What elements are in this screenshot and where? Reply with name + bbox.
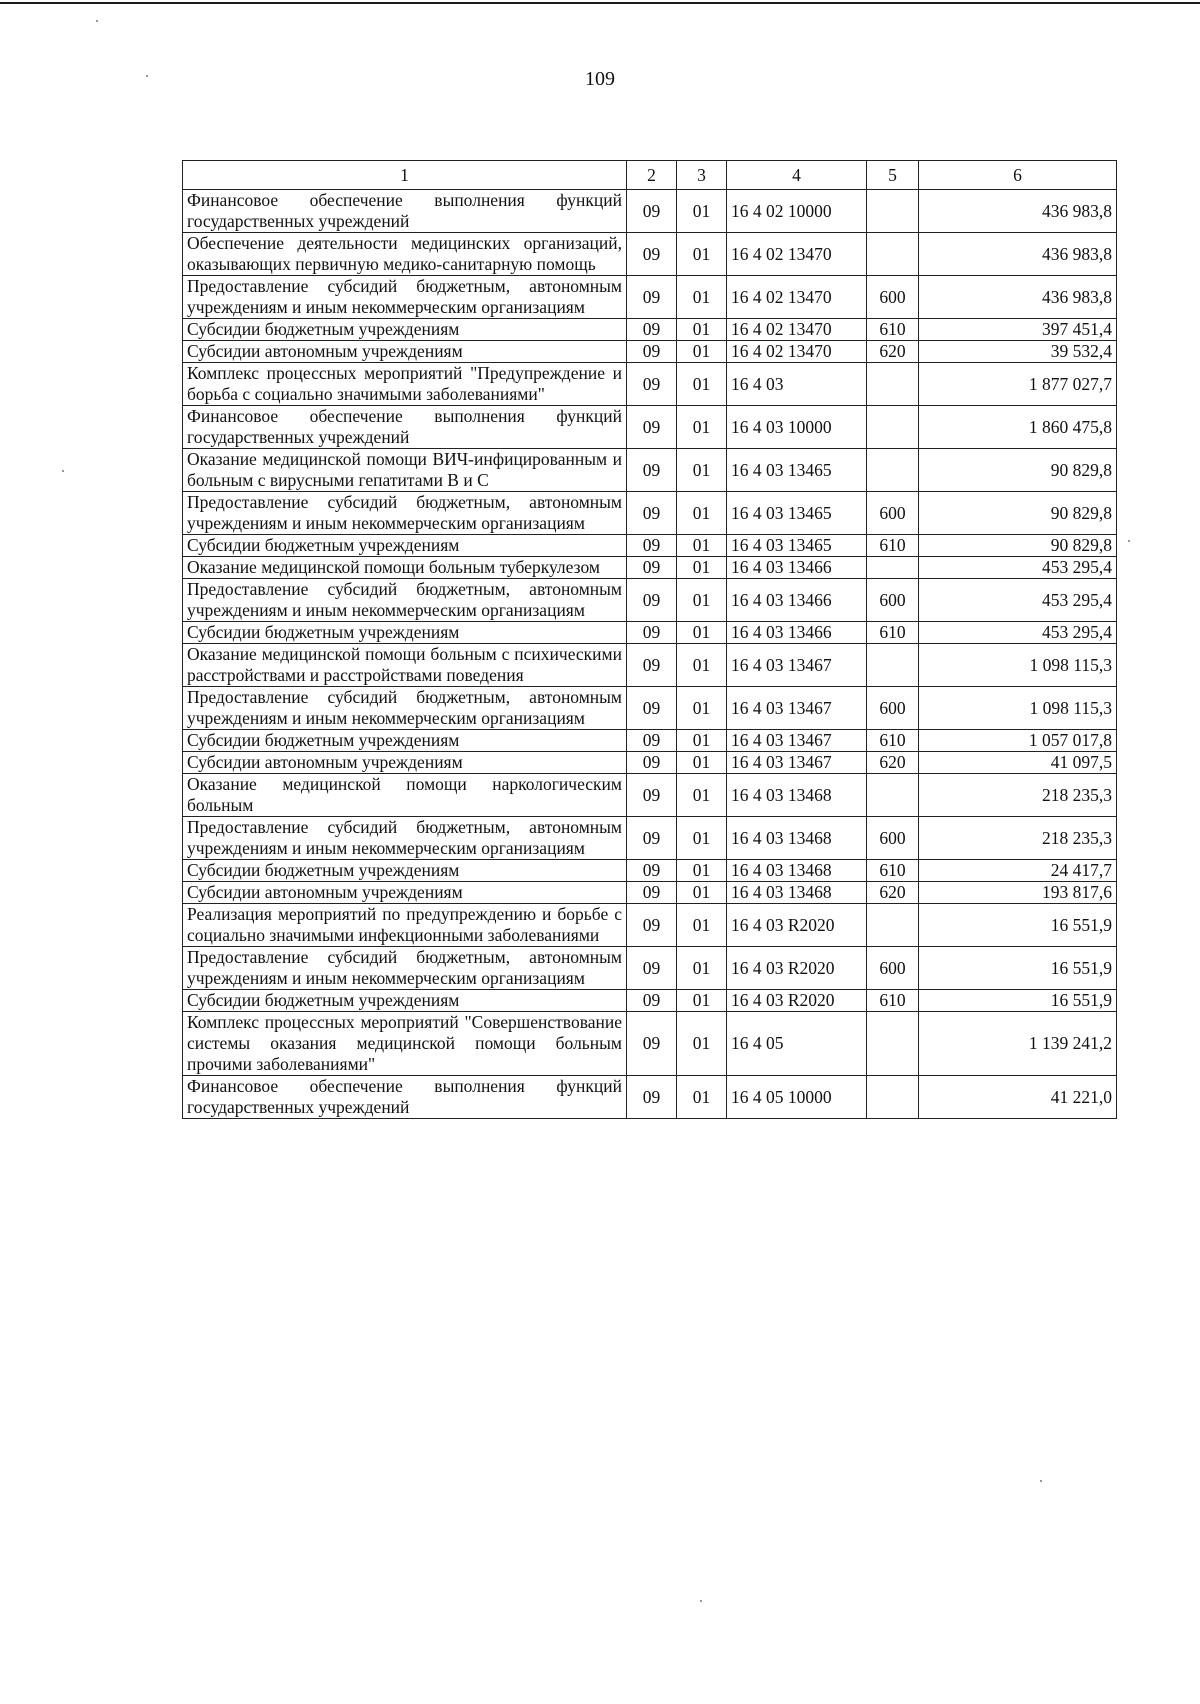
expense-type-cell: 600	[867, 817, 919, 860]
expense-type-cell: 600	[867, 687, 919, 730]
table-row	[183, 860, 1117, 882]
section-code-cell: 09	[627, 1012, 677, 1076]
table-row	[183, 535, 1117, 557]
target-article-cell: 16 4 03 13467	[727, 752, 867, 774]
table-row	[183, 774, 1117, 817]
expense-type-cell: 620	[867, 882, 919, 904]
amount-cell: 436 983,8	[919, 276, 1117, 319]
row-name-cell: Субсидии бюджетным учреждениям	[183, 622, 627, 644]
table-row	[183, 492, 1117, 535]
row-name-cell: Реализация мероприятий по предупреждению и борьбе с социально значимыми инфекционными заболеваниями	[183, 904, 627, 947]
table-row	[183, 276, 1117, 319]
amount-cell: 1 139 241,2	[919, 1012, 1117, 1076]
section-code-cell: 09	[627, 947, 677, 990]
row-name-cell: Субсидии бюджетным учреждениям	[183, 535, 627, 557]
row-name-cell: Предоставление субсидий бюджетным, автономным учреждениям и иным некоммерческим организациям	[183, 817, 627, 860]
row-name-cell: Финансовое обеспечение выполнения функций государственных учреждений	[183, 1076, 627, 1119]
section-code-cell: 09	[627, 752, 677, 774]
expense-type-cell	[867, 363, 919, 406]
subsection-code-cell: 01	[677, 579, 727, 622]
subsection-code-cell: 01	[677, 492, 727, 535]
target-article-cell: 16 4 03 13468	[727, 817, 867, 860]
subsection-code-cell: 01	[677, 644, 727, 687]
amount-cell: 1 098 115,3	[919, 644, 1117, 687]
table-row	[183, 1012, 1117, 1076]
section-code-cell: 09	[627, 730, 677, 752]
row-name-cell: Субсидии автономным учреждениям	[183, 882, 627, 904]
row-name-cell: Финансовое обеспечение выполнения функций государственных учреждений	[183, 190, 627, 233]
table-row	[183, 730, 1117, 752]
target-article-cell: 16 4 03 13465	[727, 492, 867, 535]
amount-cell: 1 057 017,8	[919, 730, 1117, 752]
section-code-cell: 09	[627, 190, 677, 233]
table-header-row	[183, 161, 1117, 190]
row-name-cell: Комплекс процессных мероприятий "Совершенствование системы оказания медицинской помощи больным прочими заболеваниями"	[183, 1012, 627, 1076]
target-article-cell: 16 4 03 13467	[727, 644, 867, 687]
expense-type-cell: 610	[867, 622, 919, 644]
expense-type-cell	[867, 557, 919, 579]
subsection-code-cell: 01	[677, 341, 727, 363]
amount-cell: 397 451,4	[919, 319, 1117, 341]
column-header: 2	[627, 161, 677, 190]
row-name-cell: Обеспечение деятельности медицинских организаций, оказывающих первичную медико-санитарную помощь	[183, 233, 627, 276]
row-name-cell: Субсидии бюджетным учреждениям	[183, 319, 627, 341]
subsection-code-cell: 01	[677, 904, 727, 947]
table-row	[183, 557, 1117, 579]
section-code-cell: 09	[627, 1076, 677, 1119]
table-row	[183, 233, 1117, 276]
target-article-cell: 16 4 02 13470	[727, 341, 867, 363]
expense-type-cell: 610	[867, 860, 919, 882]
section-code-cell: 09	[627, 904, 677, 947]
expense-type-cell: 610	[867, 535, 919, 557]
subsection-code-cell: 01	[677, 1012, 727, 1076]
expense-type-cell	[867, 406, 919, 449]
row-name-cell: Предоставление субсидий бюджетным, автономным учреждениям и иным некоммерческим организациям	[183, 687, 627, 730]
expense-type-cell	[867, 190, 919, 233]
table-row	[183, 622, 1117, 644]
amount-cell: 453 295,4	[919, 622, 1117, 644]
target-article-cell: 16 4 03 R2020	[727, 990, 867, 1012]
amount-cell: 90 829,8	[919, 449, 1117, 492]
target-article-cell: 16 4 05 10000	[727, 1076, 867, 1119]
scan-speck	[700, 1600, 702, 1602]
target-article-cell: 16 4 02 13470	[727, 276, 867, 319]
expense-type-cell: 620	[867, 341, 919, 363]
subsection-code-cell: 01	[677, 276, 727, 319]
table-row	[183, 882, 1117, 904]
subsection-code-cell: 01	[677, 319, 727, 341]
subsection-code-cell: 01	[677, 817, 727, 860]
expense-type-cell: 610	[867, 990, 919, 1012]
subsection-code-cell: 01	[677, 730, 727, 752]
subsection-code-cell: 01	[677, 557, 727, 579]
page-number: 109	[585, 68, 615, 90]
section-code-cell: 09	[627, 319, 677, 341]
section-code-cell: 09	[627, 644, 677, 687]
amount-cell: 90 829,8	[919, 535, 1117, 557]
amount-cell: 16 551,9	[919, 904, 1117, 947]
section-code-cell: 09	[627, 687, 677, 730]
row-name-cell: Предоставление субсидий бюджетным, автономным учреждениям и иным некоммерческим организациям	[183, 492, 627, 535]
target-article-cell: 16 4 05	[727, 1012, 867, 1076]
section-code-cell: 09	[627, 363, 677, 406]
target-article-cell: 16 4 03 13467	[727, 687, 867, 730]
amount-cell: 218 235,3	[919, 817, 1117, 860]
column-header: 5	[867, 161, 919, 190]
amount-cell: 193 817,6	[919, 882, 1117, 904]
expense-type-cell	[867, 644, 919, 687]
amount-cell: 218 235,3	[919, 774, 1117, 817]
table-row	[183, 644, 1117, 687]
amount-cell: 1 860 475,8	[919, 406, 1117, 449]
scan-speck	[1128, 540, 1130, 542]
expense-type-cell: 600	[867, 276, 919, 319]
table-row	[183, 449, 1117, 492]
scan-speck	[62, 470, 64, 472]
row-name-cell: Оказание медицинской помощи больным туберкулезом	[183, 557, 627, 579]
row-name-cell: Субсидии бюджетным учреждениям	[183, 730, 627, 752]
section-code-cell: 09	[627, 535, 677, 557]
subsection-code-cell: 01	[677, 860, 727, 882]
target-article-cell: 16 4 03 R2020	[727, 904, 867, 947]
section-code-cell: 09	[627, 774, 677, 817]
target-article-cell: 16 4 03 13465	[727, 535, 867, 557]
amount-cell: 436 983,8	[919, 233, 1117, 276]
row-name-cell: Предоставление субсидий бюджетным, автономным учреждениям и иным некоммерческим организациям	[183, 276, 627, 319]
section-code-cell: 09	[627, 341, 677, 363]
amount-cell: 453 295,4	[919, 557, 1117, 579]
subsection-code-cell: 01	[677, 687, 727, 730]
expense-type-cell: 600	[867, 492, 919, 535]
subsection-code-cell: 01	[677, 774, 727, 817]
amount-cell: 453 295,4	[919, 579, 1117, 622]
scan-speck	[146, 75, 148, 77]
table-row	[183, 319, 1117, 341]
amount-cell: 16 551,9	[919, 947, 1117, 990]
row-name-cell: Субсидии автономным учреждениям	[183, 341, 627, 363]
amount-cell: 1 877 027,7	[919, 363, 1117, 406]
amount-cell: 16 551,9	[919, 990, 1117, 1012]
subsection-code-cell: 01	[677, 406, 727, 449]
row-name-cell: Субсидии бюджетным учреждениям	[183, 860, 627, 882]
amount-cell: 41 221,0	[919, 1076, 1117, 1119]
row-name-cell: Субсидии автономным учреждениям	[183, 752, 627, 774]
scan-top-edge	[0, 2, 1200, 4]
budget-table	[182, 160, 1117, 1119]
expense-type-cell	[867, 1012, 919, 1076]
scan-speck	[96, 20, 98, 22]
section-code-cell: 09	[627, 579, 677, 622]
section-code-cell: 09	[627, 622, 677, 644]
amount-cell: 1 098 115,3	[919, 687, 1117, 730]
amount-cell: 41 097,5	[919, 752, 1117, 774]
section-code-cell: 09	[627, 860, 677, 882]
target-article-cell: 16 4 03 13468	[727, 860, 867, 882]
target-article-cell: 16 4 03 10000	[727, 406, 867, 449]
table-row	[183, 687, 1117, 730]
expense-type-cell: 610	[867, 730, 919, 752]
section-code-cell: 09	[627, 990, 677, 1012]
table-row	[183, 363, 1117, 406]
amount-cell: 24 417,7	[919, 860, 1117, 882]
subsection-code-cell: 01	[677, 535, 727, 557]
target-article-cell: 16 4 03 13467	[727, 730, 867, 752]
target-article-cell: 16 4 03 R2020	[727, 947, 867, 990]
section-code-cell: 09	[627, 882, 677, 904]
subsection-code-cell: 01	[677, 363, 727, 406]
subsection-code-cell: 01	[677, 1076, 727, 1119]
table-row	[183, 406, 1117, 449]
target-article-cell: 16 4 02 13470	[727, 233, 867, 276]
table-row	[183, 752, 1117, 774]
expense-type-cell: 600	[867, 947, 919, 990]
table-row	[183, 990, 1117, 1012]
table-body	[183, 190, 1117, 1119]
row-name-cell: Предоставление субсидий бюджетным, автономным учреждениям и иным некоммерческим организациям	[183, 579, 627, 622]
section-code-cell: 09	[627, 406, 677, 449]
target-article-cell: 16 4 03 13466	[727, 622, 867, 644]
expense-type-cell: 610	[867, 319, 919, 341]
expense-type-cell	[867, 449, 919, 492]
target-article-cell: 16 4 03	[727, 363, 867, 406]
subsection-code-cell: 01	[677, 882, 727, 904]
table-row	[183, 1076, 1117, 1119]
target-article-cell: 16 4 03 13468	[727, 882, 867, 904]
target-article-cell: 16 4 03 13465	[727, 449, 867, 492]
column-header: 3	[677, 161, 727, 190]
row-name-cell: Финансовое обеспечение выполнения функций государственных учреждений	[183, 406, 627, 449]
subsection-code-cell: 01	[677, 449, 727, 492]
subsection-code-cell: 01	[677, 990, 727, 1012]
table-row	[183, 341, 1117, 363]
target-article-cell: 16 4 02 10000	[727, 190, 867, 233]
target-article-cell: 16 4 02 13470	[727, 319, 867, 341]
subsection-code-cell: 01	[677, 233, 727, 276]
table-row	[183, 947, 1117, 990]
table-row	[183, 904, 1117, 947]
amount-cell: 39 532,4	[919, 341, 1117, 363]
section-code-cell: 09	[627, 233, 677, 276]
expense-type-cell	[867, 904, 919, 947]
scan-speck	[1040, 1480, 1042, 1482]
target-article-cell: 16 4 03 13468	[727, 774, 867, 817]
expense-type-cell: 620	[867, 752, 919, 774]
amount-cell: 436 983,8	[919, 190, 1117, 233]
row-name-cell: Оказание медицинской помощи наркологическим больным	[183, 774, 627, 817]
column-header: 6	[919, 161, 1117, 190]
section-code-cell: 09	[627, 557, 677, 579]
subsection-code-cell: 01	[677, 752, 727, 774]
subsection-code-cell: 01	[677, 622, 727, 644]
expense-type-cell: 600	[867, 579, 919, 622]
row-name-cell: Субсидии бюджетным учреждениям	[183, 990, 627, 1012]
section-code-cell: 09	[627, 817, 677, 860]
amount-cell: 90 829,8	[919, 492, 1117, 535]
row-name-cell: Оказание медицинской помощи ВИЧ-инфицированным и больным с вирусными гепатитами В и С	[183, 449, 627, 492]
expense-type-cell	[867, 1076, 919, 1119]
section-code-cell: 09	[627, 276, 677, 319]
section-code-cell: 09	[627, 449, 677, 492]
expense-type-cell	[867, 774, 919, 817]
target-article-cell: 16 4 03 13466	[727, 557, 867, 579]
section-code-cell: 09	[627, 492, 677, 535]
row-name-cell: Комплекс процессных мероприятий "Предупреждение и борьба с социально значимыми заболеваниями"	[183, 363, 627, 406]
subsection-code-cell: 01	[677, 190, 727, 233]
subsection-code-cell: 01	[677, 947, 727, 990]
expense-type-cell	[867, 233, 919, 276]
table-row	[183, 579, 1117, 622]
column-header: 1	[183, 161, 627, 190]
column-header: 4	[727, 161, 867, 190]
row-name-cell: Оказание медицинской помощи больным с психическими расстройствами и расстройствами поведения	[183, 644, 627, 687]
target-article-cell: 16 4 03 13466	[727, 579, 867, 622]
table-row	[183, 190, 1117, 233]
row-name-cell: Предоставление субсидий бюджетным, автономным учреждениям и иным некоммерческим организациям	[183, 947, 627, 990]
table-row	[183, 817, 1117, 860]
